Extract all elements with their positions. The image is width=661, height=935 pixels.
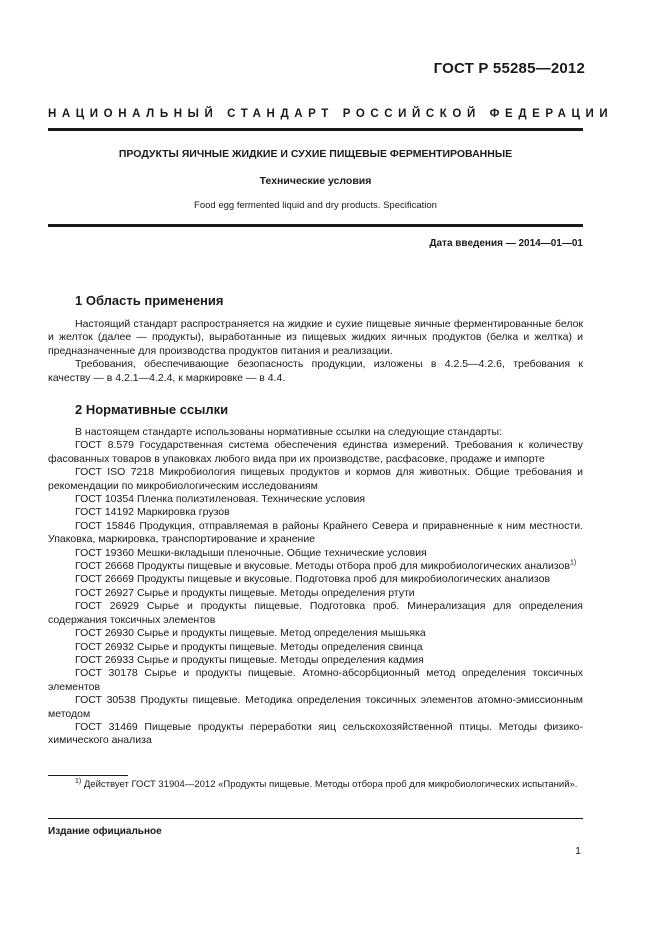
reference-item: ГОСТ 26927 Сырье и продукты пищевые. Методы определения ртути [75, 586, 415, 599]
reference-item: ГОСТ 8.579 Государственная система обеспечения единства измерений. Требования к количеству фасованных товаров в упаковках любого вида при их производстве, расфасовке, продаже и импорте [48, 439, 583, 465]
reference-item: ГОСТ 26929 Сырье и продукты пищевые. Подготовка проб. Минерализация для определения содержания токсичных элементов [48, 600, 583, 626]
reference-item-with-footnote [48, 560, 583, 573]
footnote-marker: 1) [569, 559, 577, 567]
footer-divider [48, 818, 583, 819]
document-title: ПРОДУКТЫ ЯИЧНЫЕ ЖИДКИЕ И СУХИЕ ПИЩЕВЫЕ ФЕРМЕНТИРОВАННЫЕ [118, 148, 513, 160]
section-1-heading: 1 Область применения [75, 293, 224, 308]
section-1-paragraph: Настоящий стандарт распространяется на жидкие и сухие пищевые яичные ферментированные белок и желток (далее — продукты), выработанные из пищевых жидких яичных продуктов (белка и желтка) и предназначенные для производства продуктов питания и реализации. [48, 318, 583, 357]
reference-item: ГОСТ 30178 Сырье и продукты пищевые. Атомно-абсорбционный метод определения токсичных элементов [48, 667, 583, 693]
footnote-divider [48, 775, 128, 776]
national-standard-heading: НАЦИОНАЛЬНЫЙ СТАНДАРТ РОССИЙСКОЙ ФЕДЕРАЦИИ [48, 108, 614, 120]
reference-item: ГОСТ 14192 Маркировка грузов [75, 506, 230, 519]
top-divider [48, 128, 583, 131]
footnote-number: 1) [75, 777, 82, 785]
section-1-paragraph: Требования, обеспечивающие безопасность продукции, изложены в 4.2.5—4.2.6, требования к качеству — в 4.2.1—4.2.4, к маркировке — в 4.4. [48, 358, 583, 384]
section-2-intro: В настоящем стандарте использованы нормативные ссылки на следующие стандарты: [75, 426, 502, 438]
reference-item: ГОСТ 26669 Продукты пищевые и вкусовые. Подготовка проб для микробиологических анализов [75, 573, 551, 586]
introduction-date: Дата введения — 2014—01—01 [429, 238, 583, 249]
document-subtitle: Технические условия [259, 175, 372, 187]
footnote-text: Действует ГОСТ 31904—2012 «Продукты пищевые. Методы отбора проб для микробиологических испытаний». [83, 779, 578, 790]
section-1-body [48, 318, 583, 385]
footnote [48, 779, 583, 792]
reference-item: ГОСТ 15846 Продукция, отправляемая в районы Крайнего Севера и приравненные к ним местности. Упаковка, маркировка, транспортирование и хранение [48, 519, 583, 546]
title-divider [48, 224, 583, 227]
reference-item: ГОСТ 31469 Пищевые продукты переработки яиц сельскохозяйственной птицы. Методы физико-химического анализа [48, 720, 583, 747]
reference-item: ГОСТ 30538 Продукты пищевые. Методика определения токсичных элементов атомно-эмиссионным методом [48, 694, 583, 720]
official-edition-label: Издание официальное [48, 826, 162, 837]
reference-item: ГОСТ 26930 Сырье и продукты пищевые. Метод определения мышьяка [75, 627, 426, 640]
reference-item: ГОСТ 10354 Пленка полиэтиленовая. Технические условия [75, 493, 366, 506]
reference-text: ГОСТ 26668 Продукты пищевые и вкусовые. Методы отбора проб для микробиологических анализов [75, 560, 570, 573]
section-2-heading: 2 Нормативные ссылки [75, 402, 229, 417]
section-2-body [48, 426, 583, 748]
standard-code: ГОСТ Р 55285—2012 [433, 60, 585, 77]
english-title: Food egg fermented liquid and dry products. Specification [194, 200, 437, 211]
reference-item: ГОСТ 26933 Сырье и продукты пищевые. Методы определения кадмия [75, 653, 424, 666]
page-number: 1 [575, 845, 581, 857]
reference-item: ГОСТ 19360 Мешки-вкладыши пленочные. Общие технические условия [75, 546, 427, 559]
reference-item: ГОСТ ISO 7218 Микробиология пищевых продуктов и кормов для животных. Общие требования и рекомендации по микробиологическим исследованиям [48, 466, 583, 492]
reference-item: ГОСТ 26932 Сырье и продукты пищевые. Методы определения свинца [75, 640, 423, 653]
